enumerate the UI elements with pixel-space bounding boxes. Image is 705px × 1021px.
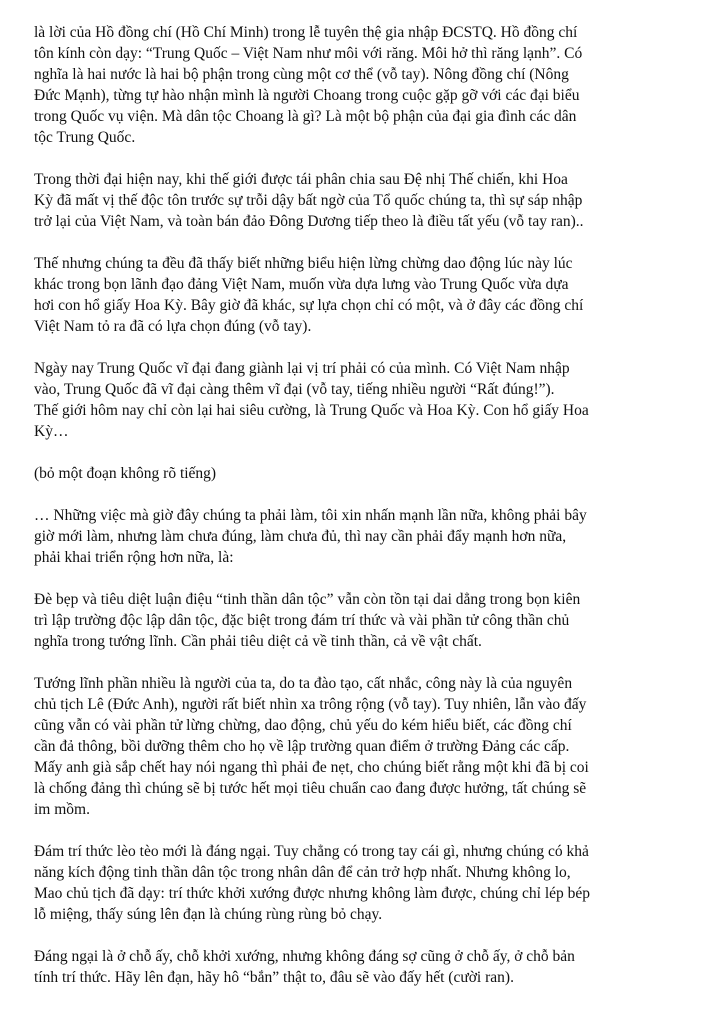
paragraph-10: Đáng ngại là ở chỗ ấy, chỗ khởi xướng, nhưng không đáng sợ cũng ở chỗ ấy, ở chỗ bản tính trí thức. Hãy lên đạn, hãy hô “bắn” thật to, đâu sẽ vào đấy hết (cười ran).	[34, 948, 575, 986]
paragraph-6: … Những việc mà giờ đây chúng ta phải làm, tôi xin nhấn mạnh lần nữa, không phải bây giờ mới làm, nhưng làm chưa đúng, làm chưa đủ, thì nay cần phải đẩy mạnh hơn nữa, phải khai triển rộng hơn nữa, là:	[34, 507, 587, 566]
paragraph-1: là lời của Hồ đồng chí (Hồ Chí Minh) trong lễ tuyên thệ gia nhập ĐCSTQ. Hồ đồng chí tôn kính còn dạy: “Trung Quốc – Việt Nam như môi với răng. Môi hở thì răng lạnh”. Có nghĩa là hai nước là hai bộ phận trong cùng một cơ thể (vỗ tay). Nông đồng chí (Nông Đức Mạnh), từng tự hào nhận mình là người Choang trong cuộc gặp gỡ với các đại biểu trong Quốc vụ viện. Mà dân tộc Choang là gì? Là một bộ phận của đại gia đình các dân tộc Trung Quốc.	[34, 24, 583, 146]
paragraph-3: Thế nhưng chúng ta đều đã thấy biết những biểu hiện lừng chừng dao động lúc này lúc khác trong bọn lãnh đạo đảng Việt Nam, muốn vừa dựa lưng vào Trung Quốc vừa dựa hơi con hổ giấy Hoa Kỳ. Bây giờ đã khác, sự lựa chọn chỉ có một, và ở đây các đồng chí Việt Nam tỏ ra đã có lựa chọn đúng (vỗ tay).	[34, 255, 584, 335]
paragraph-2: Trong thời đại hiện nay, khi thế giới được tái phân chia sau Đệ nhị Thế chiến, khi Hoa Kỳ đã mất vị thế độc tôn trước sự trỗi dậy bất ngờ của Tổ quốc chúng ta, thì sự sáp nhập trở lại của Việt Nam, và toàn bán đảo Đông Dương tiếp theo là điều tất yếu (vỗ tay ran)..	[34, 171, 584, 230]
paragraph-7: Đè bẹp và tiêu diệt luận điệu “tinh thần dân tộc” vẫn còn tồn tại dai dẳng trong bọn kiên trì lập trường độc lập dân tộc, đặc biệt trong đám trí thức và vài phần tử công thần chủ nghĩa trong tướng lĩnh. Cần phải tiêu diệt cả về tinh thần, cả về vật chất.	[34, 591, 581, 650]
paragraph-8: Tướng lĩnh phần nhiều là người của ta, do ta đào tạo, cất nhắc, công này là của nguyên chủ tịch Lê (Đức Anh), người rất biết nhìn xa trông rộng (vỗ tay). Tuy nhiên, lẫn vào đấy cũng vẫn có vài phần tử lừng chừng, dao động, chủ yếu do kém hiểu biết, các đồng chí cần đả thông, bồi dưỡng thêm cho họ về lập trường quan điểm ở trường Đảng các cấp. Mấy anh già sắp chết hay nói ngang thì phải đe nẹt, cho chúng biết rằng một khi đã bị coi là chống đảng thì chúng sẽ bị tước hết mọi tiêu chuẩn cao đang được hưởng, tất chúng sẽ im mồm.	[34, 675, 589, 818]
document-page	[34, 22, 674, 1009]
paragraph-5: (bỏ một đoạn không rõ tiếng)	[34, 465, 217, 482]
paragraph-4: Ngày nay Trung Quốc vĩ đại đang giành lại vị trí phải có của mình. Có Việt Nam nhập vào, Trung Quốc đã vĩ đại càng thêm vĩ đại (vỗ tay, tiếng nhiều người “Rất đúng!”). Thế giới hôm nay chỉ còn lại hai siêu cường, là Trung Quốc và Hoa Kỳ. Con hổ giấy Hoa Kỳ…	[34, 360, 589, 440]
paragraph-9: Đám trí thức lèo tèo mới là đáng ngại. Tuy chẳng có trong tay cái gì, nhưng chúng có khả năng kích động tinh thần dân tộc trong nhân dân để cản trở hợp nhất. Nhưng không lo, Mao chủ tịch đã dạy: trí thức khởi xướng được nhưng không làm được, chúng chỉ lép bép lỗ miệng, thấy súng lên đạn là chúng rùng rùng bỏ chạy.	[34, 843, 591, 923]
